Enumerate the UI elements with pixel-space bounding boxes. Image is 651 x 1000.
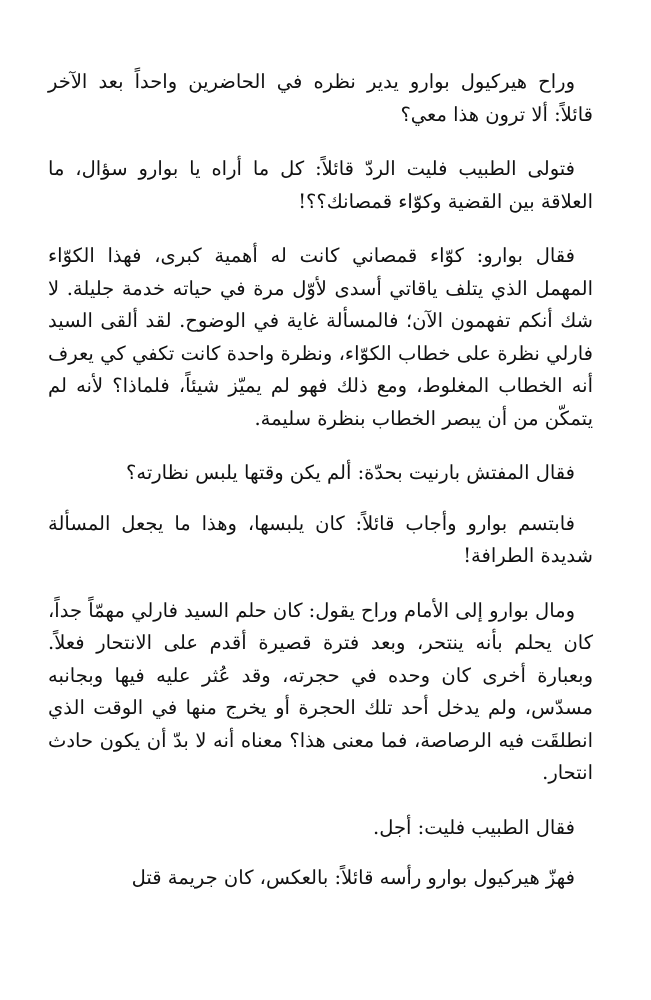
- paragraph-3: فقال بوارو: كوّاء قمصاني كانت له أهمية كبرى، فهذا الكوّاء المهمل الذي يتلف ياقاتي أسدى لأوّل مرة في حياته خدمة جليلة. لا شك أنكم تفهمون الآن؛ فالمسألة غاية في الوضوح. لقد ألقى السيد فارلي نظرة على خطاب الكوّاء، ونظرة واحدة كانت تكفي كي يعرف أنه الخطاب المغلوط، ومع ذلك فهو لم يميّز شيئاً، فلماذا؟ لأنه لم يتمكّن من أن يبصر الخطاب بنظرة سليمة.: [48, 244, 593, 430]
- paragraph-2: فتولى الطبيب فليت الردّ قائلاً: كل ما أراه يا بوارو سؤال، ما العلاقة بين القضية وكوّاء قمصانك؟؟!: [48, 157, 593, 213]
- paragraph-6: ومال بوارو إلى الأمام وراح يقول: كان حلم السيد فارلي مهمّاً جداً، كان يحلم بأنه ينتحر، وبعد فترة قصيرة أقدم على الانتحار فعلاً. وبعبارة أخرى كان وحده في حجرته، وقد عُثر عليه فيها وبجانبه مسدّس، ولم يدخل أحد تلك الحجرة أو يخرج منها في الوقت الذي انطلقَت فيه الرصاصة، فما معنى هذا؟ معناه أنه لا بدّ أن يكون حادث انتحار.: [48, 598, 593, 784]
- paragraph-5: فابتسم بوارو وأجاب قائلاً: كان يلبسها، وهذا ما يجعل المسألة شديدة الطرافة!: [48, 511, 593, 567]
- paragraph-7: فقال الطبيب فليت: أجل.: [373, 815, 575, 839]
- paragraph-4: فقال المفتش بارنيت بحدّة: ألم يكن وقتها يلبس نظارته؟: [126, 461, 575, 484]
- paragraph-1: وراح هيركيول بوارو يدير نظره في الحاضرين واحداً بعد الآخر قائلاً: ألا ترون هذا معي؟: [48, 70, 593, 126]
- paragraph-8: فهزّ هيركيول بوارو رأسه قائلاً: بالعكس، كان جريمة قتل: [131, 866, 575, 889]
